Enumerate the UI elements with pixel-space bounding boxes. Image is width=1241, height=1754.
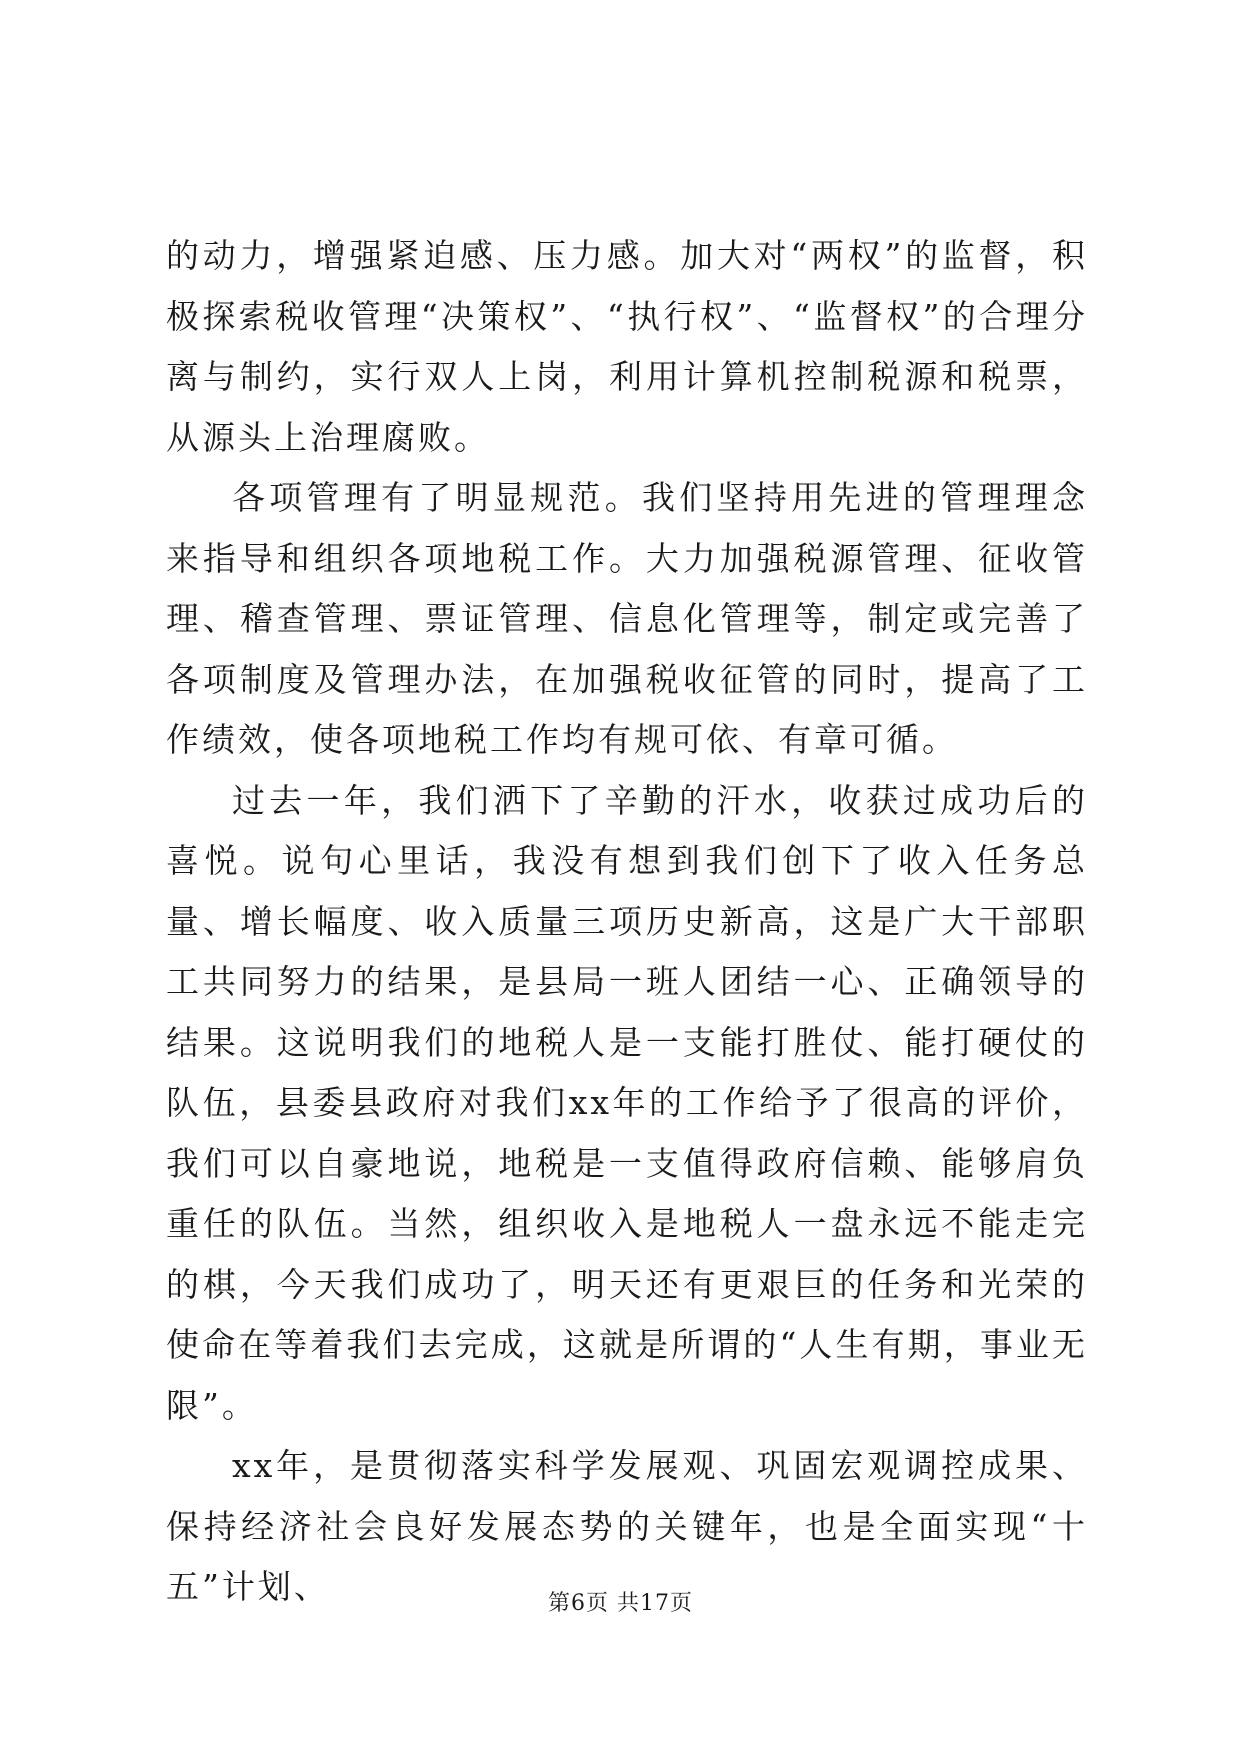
paragraph-key-year: xx年，是贯彻落实科学发展观、巩固宏观调控成果、保持经济社会良好发展态势的关键年，也是全面实现“十五”计划、 (166, 1446, 1088, 1606)
paragraph-management-standards: 各项管理有了明显规范。我们坚持用先进的管理理念来指导和组织各项地税工作。大力加强税源管理、征收管理、稽查管理、票证管理、信息化管理等，制定或完善了各项制度及管理办法，在加强税收征管的同时，提高了工作绩效，使各项地税工作均有规可依、有章可循。 (166, 478, 1088, 759)
paragraph-continuation: 的动力，增强紧迫感、压力感。加大对“两权”的监督，积极探索税收管理“决策权”、“执行权”、“监督权”的合理分离与制约，实行双人上岗，利用计算机控制税源和税票，从源头上治理腐败。 (166, 236, 1088, 457)
paragraph-past-year-review: 过去一年，我们洒下了辛勤的汗水，收获过成功后的喜悦。说句心里话，我没有想到我们创下了收入任务总量、增长幅度、收入质量三项历史新高，这是广大干部职工共同努力的结果，是县局一班人团结一心、正确领导的结果。这说明我们的地税人是一支能打胜仗、能打硬仗的队伍，县委县政府对我们xx年的工作给予了很高的评价，我们可以自豪地说，地税是一支值得政府信赖、能够肩负重任的队伍。当然，组织收入是地税人一盘永远不能走完的棋，今天我们成功了，明天还有更艰巨的任务和光荣的使命在等着我们去完成，这就是所谓的“人生有期，事业无限”。 (166, 780, 1088, 1425)
page-number-footer: 第6页 共17页 (548, 1591, 693, 1616)
document-body (166, 226, 1088, 1618)
